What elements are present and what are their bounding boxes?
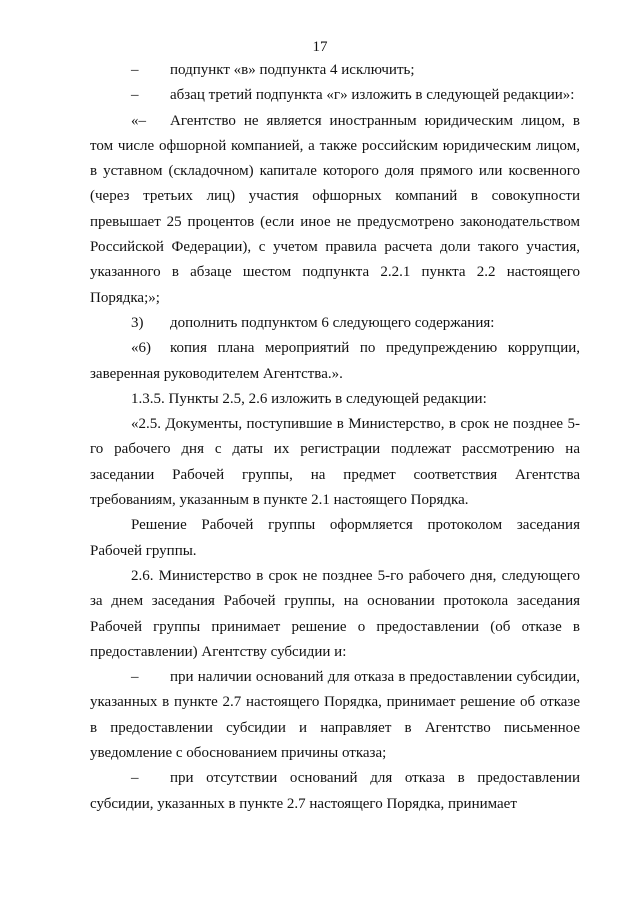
paragraph-3-text: Агентство не является иностранным юридическим лицом, в том числе офшорной компанией, а также российским юридическим лицом, в уставном (складочном) капитале которого доля прямого или косвенного (через третьих лиц) участия офшорных компаний в совокупности превышает 25 процентов (если иное не предусмотрено законодательством Российской Федерации), с учетом правила расчета доли такого участия, указанного в абзаце шестом подпункта 2.2.1 пункта 2.2 настоящего Порядка;»; [90,112,580,306]
paragraph-1 [90,58,580,83]
paragraph-11-text: при отсутствии оснований для отказа в предоставлении субсидии, указанных в пункте 2.7 настоящего Порядка, принимает [90,770,580,812]
paragraph-4-marker: 3) [131,314,144,331]
paragraph-11 [90,766,580,817]
paragraph-1-text: подпункт «в» подпункта 4 исключить; [170,62,415,78]
paragraph-11-marker: – [131,770,139,787]
page-number: 17 [312,39,328,55]
paragraph-5-marker: «6) [131,340,151,357]
document-body [90,58,580,817]
paragraph-10 [90,665,580,766]
paragraph-4 [90,311,580,336]
paragraph-1-marker: – [131,62,139,78]
paragraph-5 [90,336,580,387]
paragraph-3-marker: «– [131,112,146,129]
paragraph-2-marker: – [131,87,139,104]
paragraph-4-text: дополнить подпунктом 6 следующего содержания: [170,314,495,331]
paragraph-10-text: при наличии оснований для отказа в предоставлении субсидии, указанных в пункте 2.7 настоящего Порядка, принимает решение об отказе в предоставлении субсидии и направляет в Агентство письменное уведомление с обоснованием причины отказа; [90,669,580,762]
paragraph-2 [90,83,580,108]
paragraph-3 [90,109,580,311]
paragraph-6: 1.3.5. Пункты 2.5, 2.6 изложить в следующей редакции: [131,390,487,407]
paragraph-2-text: абзац третий подпункта «г» изложить в следующей редакции»: [170,87,575,104]
paragraph-8: Решение Рабочей группы оформляется протоколом заседания Рабочей группы. [90,517,580,559]
paragraph-10-marker: – [131,669,139,686]
paragraph-9: 2.6. Министерство в срок не позднее 5-го рабочего дня, следующего за днем заседания Рабочей группы, на основании протокола заседания Рабочей группы принимает решение о предоставлении (об отказе в предоставлении) Агентству субсидии и: [90,567,580,660]
paragraph-7: «2.5. Документы, поступившие в Министерство, в срок не позднее 5-го рабочего дня с даты их регистрации подлежат рассмотрению на заседании Рабочей группы, на предмет соответствия Агентства требованиям, указанным в пункте 2.1 настоящего Порядка. [90,416,580,509]
paragraph-5-text: копия плана мероприятий по предупреждению коррупции, заверенная руководителем Агентства.». [90,340,580,382]
